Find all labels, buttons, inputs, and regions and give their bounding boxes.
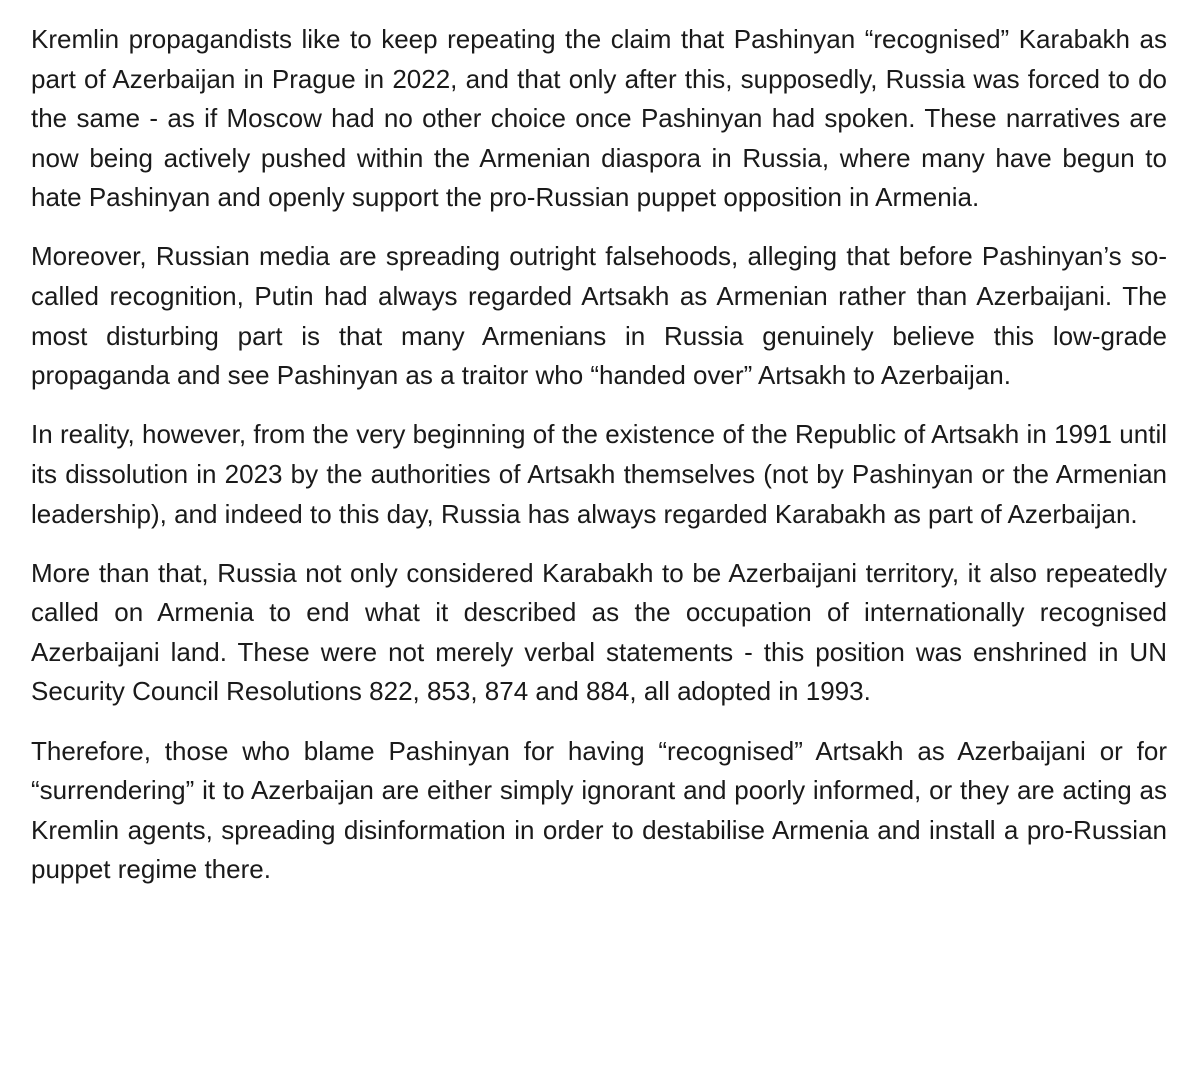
paragraph-2: Moreover, Russian media are spreading outright falsehoods, alleging that before Pashinyan’s so-called recognition, Putin had always regarded Artsakh as Armenian rather than Azerbaijani. The most disturbing part is that many Armenians in Russia genuinely believe this low-grade propaganda and see Pashinyan as a traitor who “handed over” Artsakh to Azerbaijan.	[31, 241, 1167, 391]
paragraph-1: Kremlin propagandists like to keep repeating the claim that Pashinyan “recognised” Karabakh as part of Azerbaijan in Prague in 2022, and that only after this, supposedly, Russia was forced to do the same - as if Moscow had no other choice once Pashinyan had spoken. These narratives are now being actively pushed within the Armenian diaspora in Russia, where many have begun to hate Pashinyan and openly support the pro-Russian puppet opposition in Armenia.	[31, 24, 1167, 213]
paragraph-3: In reality, however, from the very beginning of the existence of the Republic of Artsakh in 1991 until its dissolution in 2023 by the authorities of Artsakh themselves (not by Pashinyan or the Armenian leadership), and indeed to this day, Russia has always regarded Karabakh as part of Azerbaijan.	[31, 419, 1167, 529]
paragraph-5: Therefore, those who blame Pashinyan for having “recognised” Artsakh as Azerbaijani or for “surrendering” it to Azerbaijan are either simply ignorant and poorly informed, or they are acting as Kremlin agents, spreading disinformation in order to destabilise Armenia and install a pro-Russian puppet regime there.	[31, 735, 1167, 885]
paragraph-4: More than that, Russia not only considered Karabakh to be Azerbaijani territory, it also repeatedly called on Armenia to end what it described as the occupation of internationally recognised Azerbaijani land. These were not merely verbal statements - this position was enshrined in UN Security Council Resolutions 822, 853, 874 and 884, all adopted in 1993.	[31, 557, 1167, 707]
